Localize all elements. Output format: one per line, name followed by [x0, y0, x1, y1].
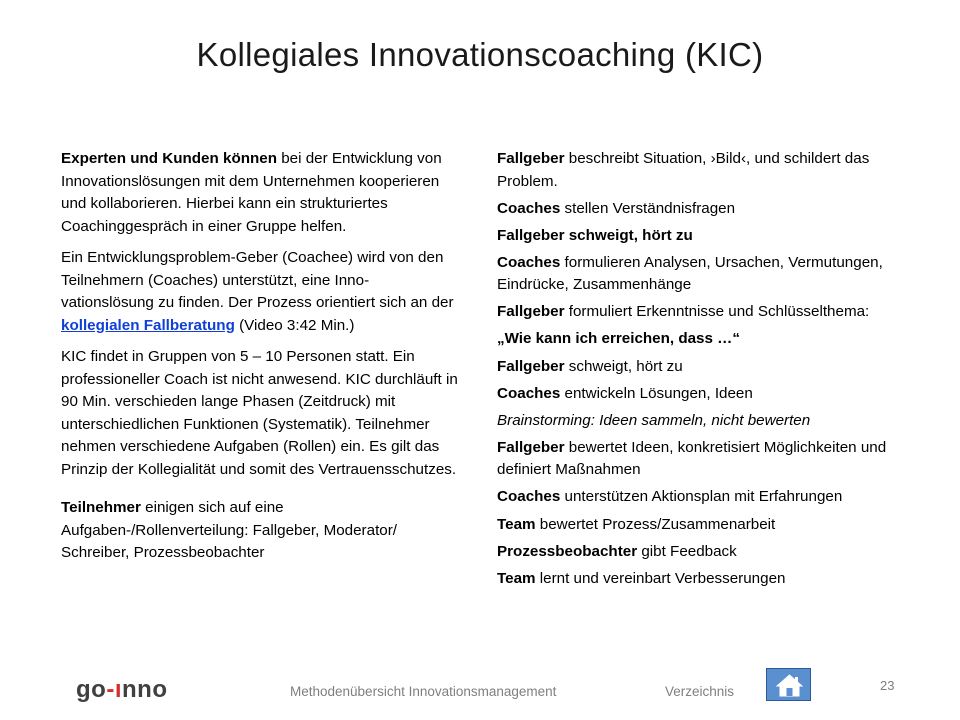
- logo-i: ı: [114, 676, 122, 703]
- step-role: Team: [497, 569, 536, 587]
- step-role: Team: [497, 515, 536, 533]
- step-item: [497, 328, 897, 351]
- step-role: Coaches: [497, 488, 561, 506]
- step-text: beschreibt Situation, ›Bild‹, und schildert das Problem.: [497, 150, 870, 190]
- paragraph-experts: [61, 148, 461, 238]
- participants-text: einigen sich auf eine Aufgaben-/Rollenverteilung: Fallgeber, Moderator/ Schreiber, Prozessbeobachter: [61, 499, 398, 561]
- step-role: Prozessbeobachter: [497, 542, 638, 560]
- step-item: [497, 356, 897, 379]
- step-question: „Wie kann ich erreichen, dass …“: [497, 330, 740, 348]
- footer: [0, 676, 960, 720]
- video-duration-text: (Video 3:42 Min.): [234, 316, 355, 334]
- step-item: [497, 514, 897, 537]
- step-item: [497, 410, 897, 433]
- step-role: Coaches: [497, 384, 561, 402]
- step-role: Coaches: [497, 199, 561, 217]
- verzeichnis-link[interactable]: Verzeichnis: [665, 684, 735, 699]
- step-text: stellen Verständnisfragen: [560, 199, 736, 217]
- step-item: [497, 383, 897, 406]
- step-text: entwickeln Lösungen, Ideen: [560, 384, 753, 402]
- step-role: Fallgeber: [497, 303, 565, 321]
- step-role: Fallgeber: [497, 150, 565, 167]
- page-number: 23: [880, 678, 895, 693]
- step-text: gibt Feedback: [637, 542, 737, 560]
- step-item: [497, 252, 897, 297]
- step-role: Fallgeber: [497, 357, 565, 375]
- participants-bold: Teilnehmer: [61, 499, 141, 516]
- paragraph-kic-groups: [61, 346, 461, 481]
- step-item: [497, 437, 897, 482]
- experts-text: bei der Entwicklung von Innovationslösungen mit dem Unternehmen kooperieren und kollaborieren. Hierbei kann ein strukturiertes Coachinggespräch in einer Gruppe helfen.: [61, 150, 442, 235]
- footer-title: Methodenübersicht Innovationsmanagement: [290, 684, 557, 699]
- step-text: bewertet Prozess/Zusammenarbeit: [535, 515, 776, 533]
- left-column: [61, 148, 461, 574]
- step-role: Fallgeber schweigt, hört zu: [497, 226, 693, 244]
- paragraph-problem-giver: [61, 247, 461, 337]
- step-text: lernt und vereinbart Verbesserungen: [535, 569, 786, 587]
- step-text: formuliert Erkenntnisse und Schlüsselthema:: [564, 303, 870, 321]
- step-item: [497, 568, 897, 591]
- problem-giver-text: Ein Entwicklungsproblem-Geber (Coachee) wird von den Teilnehmern (Coaches) unterstützt, eine Inno-vationslösung zu finden. Der Prozess orientiert sich an der: [61, 249, 454, 311]
- step-text: formulieren Analysen, Ursachen, Vermutungen, Eindrücke, Zusammenhänge: [497, 253, 883, 294]
- logo-dash: -: [106, 676, 115, 703]
- right-column: [497, 148, 897, 595]
- step-item: [497, 148, 897, 193]
- logo-part: nno: [122, 676, 168, 703]
- step-item: [497, 486, 897, 509]
- kic-groups-text: KIC findet in Gruppen von 5 – 10 Personen statt. Ein professioneller Coach ist nicht anwesend. KIC durchläuft in 90 Min. verschieden lange Phasen (Zeitdruck) mit unterschiedlichen Funktionen (Systematik). Teilnehmer nehmen verschiedene Aufgaben (Rollen) ein. Es gilt das Prinzip der Kollegialität und somit des Vertrauensschutzes.: [61, 348, 458, 478]
- step-item: [497, 198, 897, 221]
- step-role: Fallgeber: [497, 438, 565, 456]
- go-inno-logo: [76, 676, 172, 703]
- home-button[interactable]: [766, 668, 811, 701]
- step-role: Coaches: [497, 253, 561, 271]
- step-item: [497, 541, 897, 564]
- step-text: bewertet Ideen, konkretisiert Möglichkeiten und definiert Maßnahmen: [497, 438, 887, 479]
- step-item: [497, 301, 897, 324]
- home-icon: [767, 669, 812, 702]
- step-item: [497, 225, 897, 248]
- brainstorming-text: Brainstorming: Ideen sammeln, nicht bewerten: [497, 411, 811, 429]
- slide-title: Kollegiales Innovationscoaching (KIC): [196, 36, 764, 73]
- paragraph-participants: [61, 497, 461, 565]
- experts-bold: Experten und Kunden können: [61, 150, 278, 167]
- step-text: unterstützen Aktionsplan mit Erfahrungen: [560, 488, 843, 506]
- logo-part: go: [76, 676, 107, 703]
- step-text: schweigt, hört zu: [564, 357, 683, 375]
- kollegiale-fallberatung-link[interactable]: kollegialen Fallberatung: [61, 316, 235, 334]
